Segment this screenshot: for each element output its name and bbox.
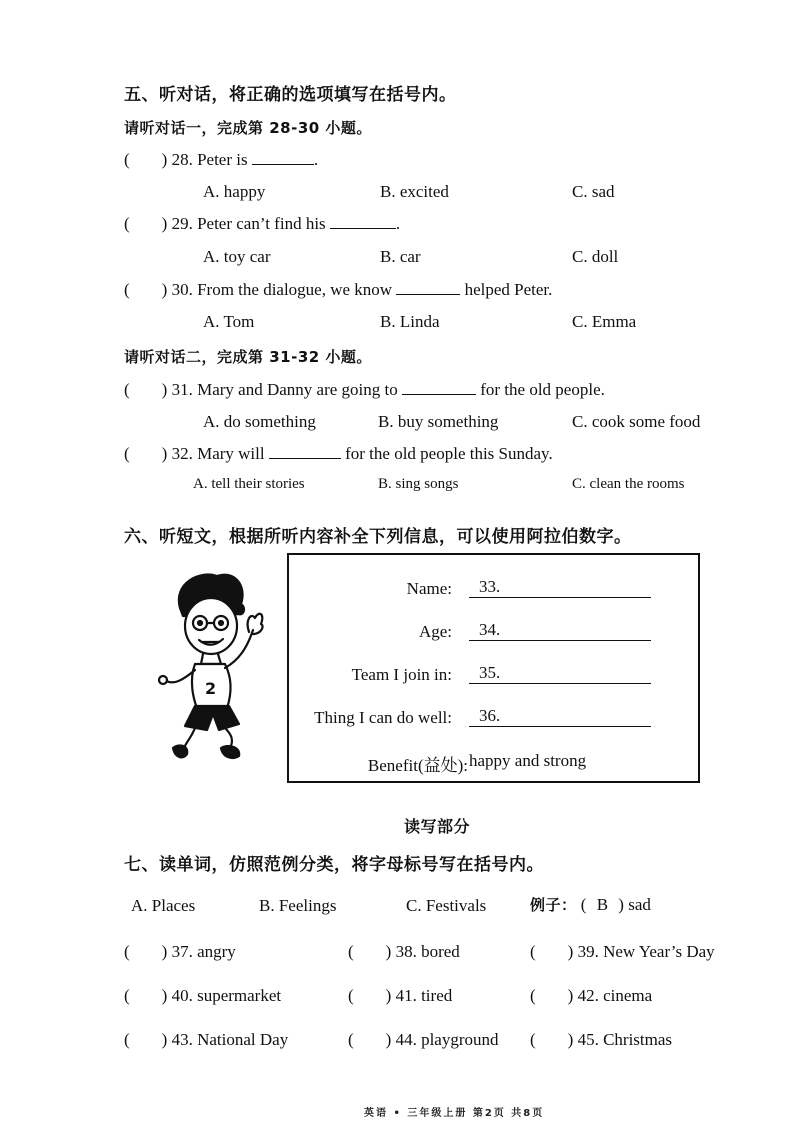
option-30b: B. Linda	[380, 312, 440, 331]
option-32b: B. sing songs	[378, 476, 459, 492]
option-32c: C. clean the rooms	[572, 476, 685, 492]
category-c: C. Festivals	[406, 896, 487, 915]
option-29c: C. doll	[572, 247, 619, 266]
svg-text:2: 2	[205, 679, 217, 698]
section6-heading: 六、听短文，根据所听内容补全下列信息，可以使用阿拉伯数字。	[124, 527, 632, 547]
dialogue2-instruction: 请听对话二，完成第 31-32 小题。	[124, 348, 372, 366]
item-45: ( ) 45. Christmas	[530, 1030, 673, 1049]
answer-paren: (	[530, 986, 536, 1005]
option-28b: B. excited	[380, 182, 449, 201]
category-b: B. Feelings	[259, 896, 337, 915]
team-label: Team I join in:	[351, 665, 452, 684]
info-box	[287, 553, 700, 783]
option-31b: B. buy something	[378, 412, 499, 431]
benefit-label: Benefit(益处):	[367, 756, 468, 775]
item-40: ( ) 40. supermarket	[124, 986, 282, 1005]
answer-blank[interactable]	[402, 380, 476, 395]
answer-paren: (	[348, 942, 354, 961]
answer-paren: (	[124, 280, 130, 299]
question-31: ( ) 31. Mary and Danny are going to for the old people.	[124, 380, 605, 399]
benefit-value: happy and strong	[469, 751, 587, 770]
boy-illustration	[155, 568, 280, 763]
dialogue1-instruction: 请听对话一，完成第 28-30 小题。	[124, 119, 372, 137]
answer-paren: (	[530, 1030, 536, 1049]
skill-label: Thing I can do well:	[314, 708, 452, 727]
page-footer: 英语 • 三年级上册 第2页 共8页	[364, 1108, 545, 1119]
option-31c: C. cook some food	[572, 412, 701, 431]
answer-blank[interactable]	[252, 150, 314, 165]
item-39: ( ) 39. New Year’s Day	[530, 942, 715, 961]
answer-paren: (	[124, 444, 130, 463]
section5-heading: 五、听对话，将正确的选项填写在括号内。	[124, 85, 457, 105]
question-28: ( ) 28. Peter is .	[124, 150, 319, 169]
answer-paren: (	[530, 942, 536, 961]
answer-blank[interactable]	[330, 214, 396, 229]
section7-heading: 七、读单词，仿照范例分类，将字母标号写在括号内。	[124, 855, 544, 875]
team-field[interactable]: 35.	[469, 663, 651, 684]
answer-paren: (	[124, 380, 130, 399]
name-label: Name:	[406, 579, 452, 598]
option-31a: A. do something	[203, 412, 316, 431]
answer-paren: (	[124, 986, 130, 1005]
item-41: ( ) 41. tired	[348, 986, 453, 1005]
category-a: A. Places	[131, 896, 196, 915]
option-28a: A. happy	[203, 182, 266, 201]
age-field[interactable]: 34.	[469, 620, 651, 641]
option-30c: C. Emma	[572, 312, 637, 331]
part-title: 读写部分	[404, 817, 471, 836]
item-43: ( ) 43. National Day	[124, 1030, 289, 1049]
answer-blank[interactable]	[396, 280, 460, 295]
option-29b: B. car	[380, 247, 421, 266]
question-30: ( ) 30. From the dialogue, we know helped Peter.	[124, 280, 553, 299]
answer-paren: (	[124, 942, 130, 961]
name-field[interactable]: 33.	[469, 577, 651, 598]
option-28c: C. sad	[572, 182, 615, 201]
example: 例子： ( B ) sad	[530, 895, 651, 914]
item-44: ( ) 44. playground	[348, 1030, 499, 1049]
item-37: ( ) 37. angry	[124, 942, 236, 961]
question-29: ( ) 29. Peter can’t find his .	[124, 214, 401, 233]
option-32a: A. tell their stories	[193, 476, 305, 492]
age-label: Age:	[418, 622, 452, 641]
option-29a: A. toy car	[203, 247, 271, 266]
option-30a: A. Tom	[203, 312, 255, 331]
skill-field[interactable]: 36.	[469, 706, 651, 727]
answer-paren: (	[124, 214, 130, 233]
answer-paren: (	[348, 986, 354, 1005]
item-42: ( ) 42. cinema	[530, 986, 653, 1005]
question-32: ( ) 32. Mary will for the old people this Sunday.	[124, 444, 553, 463]
answer-blank[interactable]	[269, 444, 341, 459]
item-38: ( ) 38. bored	[348, 942, 460, 961]
answer-paren: (	[124, 1030, 130, 1049]
answer-paren: (	[124, 150, 130, 169]
answer-paren: (	[348, 1030, 354, 1049]
